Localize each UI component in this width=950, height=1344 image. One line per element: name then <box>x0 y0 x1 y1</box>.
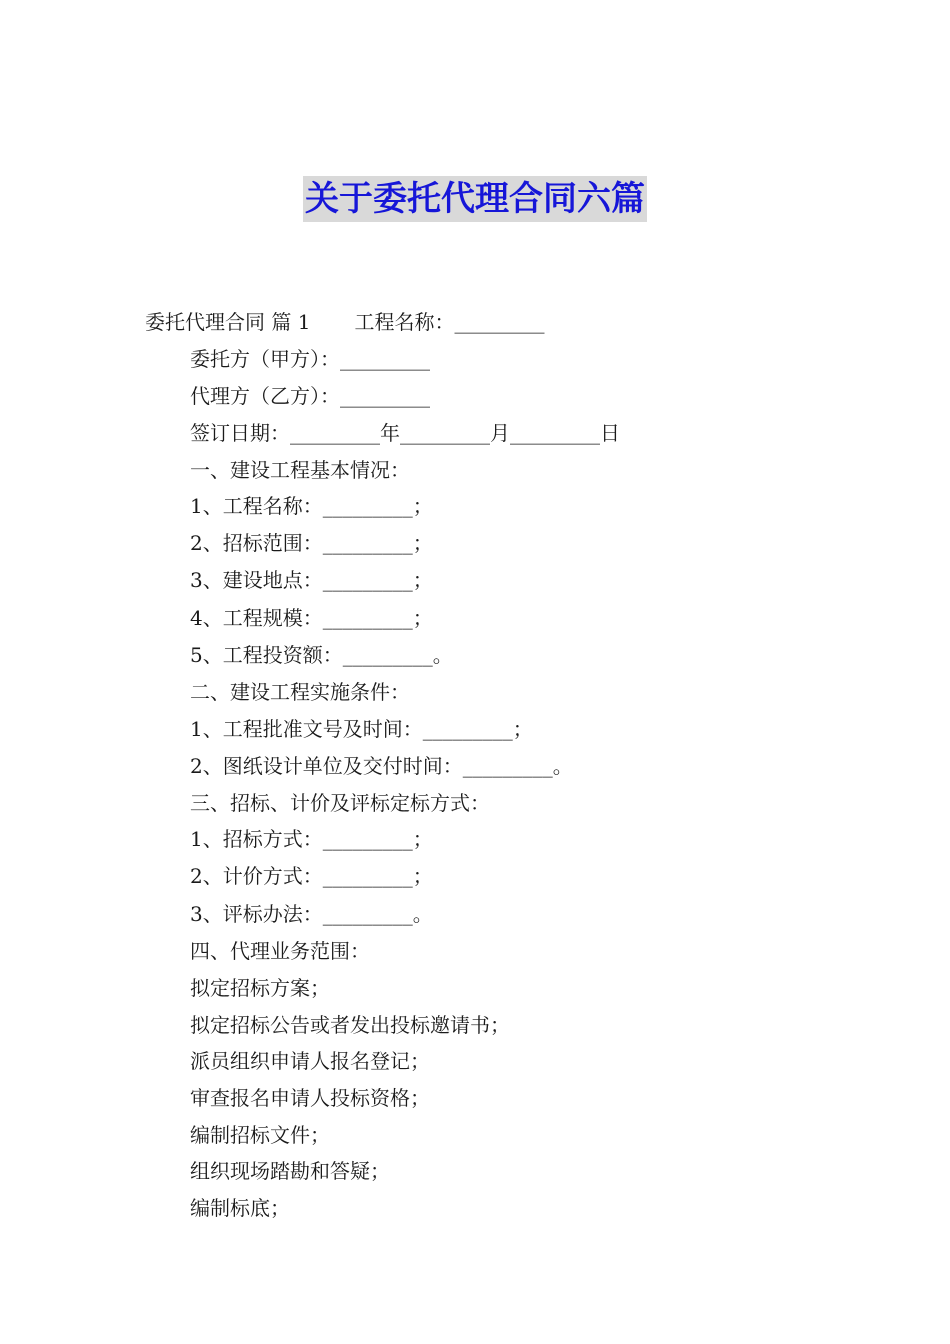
list-item: 1、工程名称：_________； <box>190 494 433 518</box>
list-item: 1、招标方式：_________； <box>190 827 433 851</box>
list-item: 4、工程规模：_________； <box>190 606 433 630</box>
section-heading: 三、招标、计价及评标定标方式： <box>190 791 490 815</box>
sign-date-line: 签订日期：_________年_________月_________日 <box>190 421 620 445</box>
list-item: 拟定招标公告或者发出投标邀请书； <box>190 1013 510 1037</box>
list-item: 组织现场踏勘和答疑； <box>190 1159 390 1183</box>
section-heading: 二、建设工程实施条件： <box>190 680 410 704</box>
list-item: 拟定招标方案； <box>190 976 330 1000</box>
agent-party-line: 代理方（乙方）：_________ <box>190 384 430 408</box>
header-line <box>145 308 544 336</box>
section-heading: 四、代理业务范围： <box>190 939 370 963</box>
list-item: 审查报名申请人投标资格； <box>190 1086 430 1110</box>
project-name-field: 工程名称：_________ <box>354 310 545 334</box>
list-item: 编制招标文件； <box>190 1123 330 1147</box>
list-item: 派员组织申请人报名登记； <box>190 1049 430 1073</box>
client-party-line: 委托方（甲方）：_________ <box>190 347 430 371</box>
list-item: 编制标底； <box>190 1196 290 1220</box>
section-heading: 一、建设工程基本情况： <box>190 458 410 482</box>
title-block <box>0 176 950 222</box>
list-item: 5、工程投资额：_________。 <box>190 643 453 667</box>
list-item: 3、建设地点：_________； <box>190 568 433 592</box>
list-item: 3、评标办法：_________。 <box>190 902 433 926</box>
section-label: 委托代理合同 篇 1 <box>145 310 311 334</box>
list-item: 1、工程批准文号及时间：_________； <box>190 717 533 741</box>
list-item: 2、计价方式：_________； <box>190 864 433 888</box>
document-title: 关于委托代理合同六篇 <box>303 176 647 222</box>
list-item: 2、图纸设计单位及交付时间：_________。 <box>190 754 573 778</box>
list-item: 2、招标范围：_________； <box>190 531 433 555</box>
